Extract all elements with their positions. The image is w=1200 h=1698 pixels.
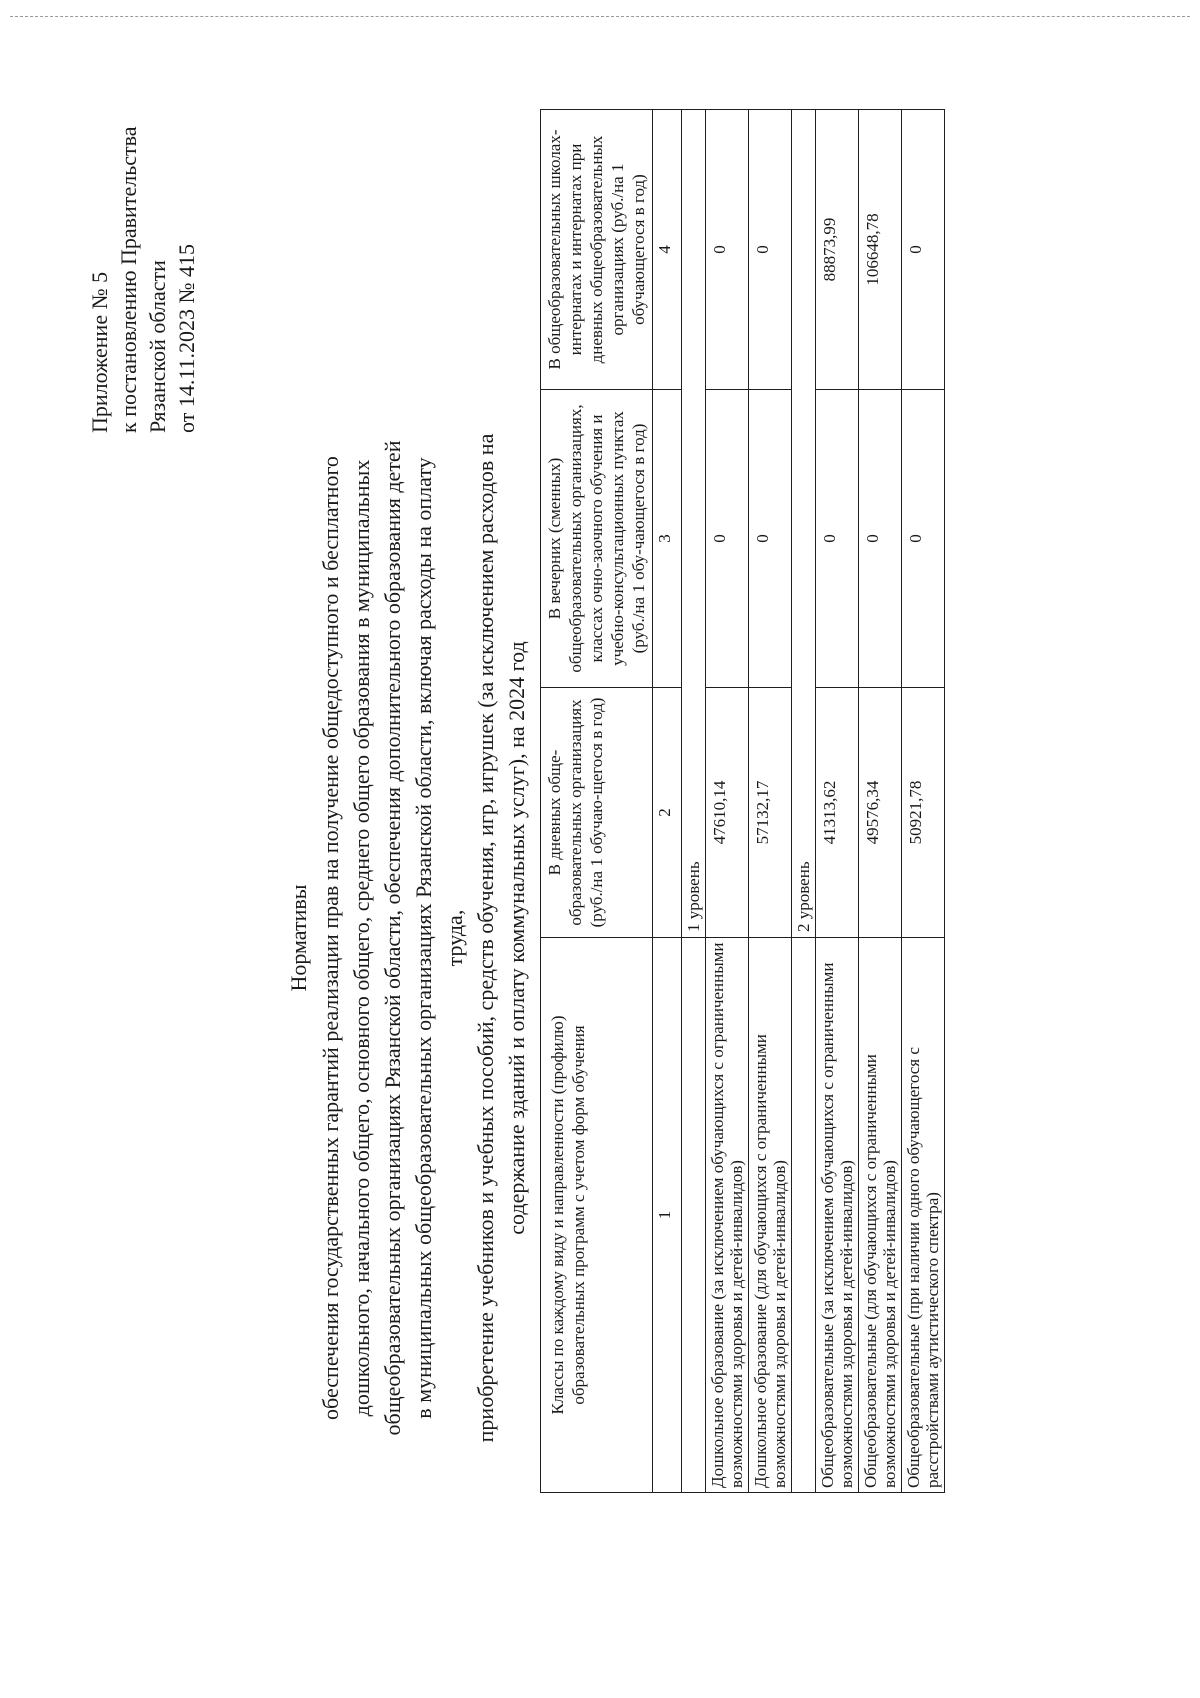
- title-line: в муниципальных общеобразовательных организациях Рязанской области, включая расходы на оплату труда,: [411, 457, 467, 1419]
- document-title: [283, 433, 532, 1443]
- row-label: Дошкольное образование (за исключением обучающихся с ограниченными возможностями здоровья и детей-инвалидов): [706, 938, 749, 1493]
- norms-table: [540, 109, 945, 1493]
- table-row: [749, 110, 792, 1493]
- appendix-region: Рязанской области: [145, 260, 170, 433]
- table-row: [902, 110, 945, 1493]
- table-row: [859, 110, 902, 1493]
- cell-boarding: 0: [749, 110, 792, 390]
- cell-day: 50921,78: [902, 688, 945, 938]
- header-evening-schools: В вечерних (сменных) общеобразовательных организациях, классах очно-заочного обучения и учебно-консультационных пунктах (руб./на 1 обу-чающегося в год): [541, 390, 653, 688]
- title-heading: Нормативы: [286, 884, 311, 992]
- appendix-date: от 14.11.2023 № 415: [174, 244, 199, 433]
- appendix-number: Приложение № 5: [87, 271, 112, 433]
- cell-evening: 0: [816, 390, 859, 688]
- table-row: [816, 110, 859, 1493]
- cell-boarding: 0: [706, 110, 749, 390]
- cell-boarding: 106648,78: [859, 110, 902, 390]
- title-line: приобретение учебников и учебных пособий, средств обучения, игр, игрушек (за исключением расходов на: [473, 433, 498, 1443]
- row-label: Дошкольное образование (для обучающихся с ограниченными возможностями здоровья и детей-инвалидов): [749, 938, 792, 1493]
- level-label: 1 уровень: [682, 110, 706, 938]
- empty-cell: [792, 938, 816, 1493]
- landscape-page: [20, 50, 1170, 1648]
- scan-edge-line: [10, 16, 1190, 17]
- row-label: Общеобразовательные (при наличии одного обучающегося с расстройствами аутистического спектра): [902, 938, 945, 1493]
- cell-evening: 0: [749, 390, 792, 688]
- title-line: обеспечения государственных гарантий реализации прав на получение общедоступного и бесплатного: [318, 456, 343, 1420]
- appendix-reference: к постановлению Правительства: [116, 126, 141, 433]
- cell-day: 41313,62: [816, 688, 859, 938]
- level-label: 2 уровень: [792, 110, 816, 938]
- header-classes: Классы по каждому виду и направленности (профилю) образовательных программ с учетом форм обучения: [541, 938, 653, 1493]
- cell-day: 57132,17: [749, 688, 792, 938]
- column-number-row: [653, 110, 682, 1493]
- appendix-header: [85, 73, 201, 433]
- table-header-row: [541, 110, 653, 1493]
- table-row: [706, 110, 749, 1493]
- column-number: 3: [653, 390, 682, 688]
- cell-day: 49576,34: [859, 688, 902, 938]
- empty-cell: [682, 938, 706, 1493]
- title-line: дошкольного, начального общего, основного общего, среднего общего образования в муниципальных: [349, 459, 374, 1417]
- row-label: Общеобразовательные (для обучающихся с ограниченными возможностями здоровья и детей-инвалидов): [859, 938, 902, 1493]
- title-line: общеобразовательных организациях Рязанской области, обеспечения дополнительного образования детей: [380, 440, 405, 1436]
- header-day-schools: В дневных обще-образовательных организациях (руб./на 1 обучаю-щегося в год): [541, 688, 653, 938]
- column-number: 2: [653, 688, 682, 938]
- row-label: Общеобразовательные (за исключением обучающихся с ограниченными возможностями здоровья и детей-инвалидов): [816, 938, 859, 1493]
- cell-evening: 0: [859, 390, 902, 688]
- level-row: [682, 110, 706, 1493]
- cell-day: 47610,14: [706, 688, 749, 938]
- cell-boarding: 88873,99: [816, 110, 859, 390]
- column-number: 4: [653, 110, 682, 390]
- cell-evening: 0: [902, 390, 945, 688]
- column-number: 1: [653, 938, 682, 1493]
- cell-boarding: 0: [902, 110, 945, 390]
- header-boarding-schools: В общеобразовательных школах-интернатах и интернатах при дневных общеобразовательных организациях (руб./на 1 обучающегося в год): [541, 110, 653, 390]
- level-row: [792, 110, 816, 1493]
- title-line: содержание зданий и оплату коммунальных услуг), на 2024 год: [504, 641, 529, 1235]
- cell-evening: 0: [706, 390, 749, 688]
